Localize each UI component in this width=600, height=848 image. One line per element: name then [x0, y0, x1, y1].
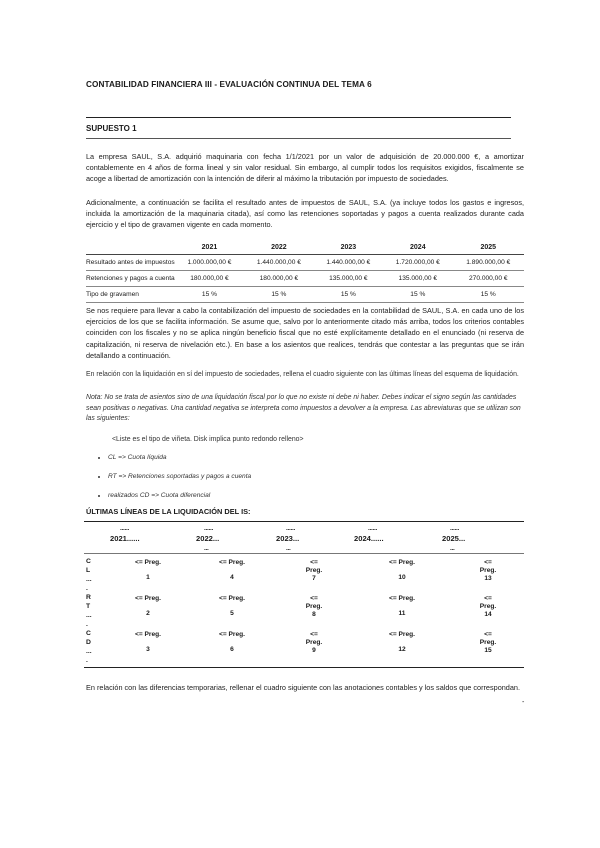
- dots: ......: [204, 525, 214, 532]
- dots: ......: [368, 525, 378, 532]
- table-cell: 135.000,00 €: [314, 271, 383, 287]
- table-row: [86, 255, 524, 271]
- dots: ......: [120, 525, 130, 532]
- table-border: [84, 521, 524, 522]
- instructions-paragraph: Se nos requiere para llevar a cabo la contabilización del impuesto de sociedades en la contabilidad de SAUL, S.A. en cada uno de los ejercicios de los que se facilita información. Se asume que, salvo por lo anteriormente citado más arriba, todos los criterios contables coinciden con los fiscales y no se aplica ningún beneficio fiscal que no esté explícitamente detallado en el enunciado (ni reserva de capitalización, ni reserva de nivelación etc.). En base a los asientos que realices, tendrás que contestar a las preguntas que se irán detallando a continuación.: [86, 306, 524, 360]
- divider: [86, 138, 511, 139]
- dots: ...: [450, 545, 455, 552]
- year-header: 2025: [453, 241, 524, 255]
- table-cell: 15 %: [453, 287, 524, 303]
- intro-paragraph-1: La empresa SAUL, S.A. adquirió maquinaria con fecha 1/1/2021 por un valor de adquisición de 20.000.000 €, a amortizar contablemente en 4 años de forma lineal y sin valor residual. Sin embargo, al cumplir todos los requisitos exigidos, fiscalmente se acoge a libertad de amortización con la intención de diferir al máximo la tributación por impuesto de sociedades.: [86, 152, 524, 184]
- table-cell: 135.000,00 €: [383, 271, 452, 287]
- note-text: Nota: No se trata de asientos sino de una liquidación fiscal por lo que no existe ni debe ni haber. Debes indicar el signo según las cantidades sean positivas o negativas. Una cantidad negativa se interpreta como impuestos a devolver a la empresa. Las abreviaturas que se utilizan son las siguientes:: [86, 394, 521, 423]
- row-label: Retenciones y pagos a cuenta: [86, 271, 175, 287]
- answer-cell[interactable]: <= Preg. 13: [479, 559, 497, 582]
- year-header: 2023...: [276, 534, 300, 543]
- list-item: • realizados CD => Cuota diferencial: [108, 486, 251, 505]
- table-border: [84, 553, 524, 554]
- answer-cell[interactable]: <= Preg. 1: [134, 559, 162, 581]
- aside-text: <Liste es el tipo de viñeta. Disk implica punto redondo relleno>: [112, 436, 304, 443]
- list-item: • RT => Retenciones soportadas y pagos a cuenta: [108, 467, 251, 486]
- table-cell: 1.440.000,00 €: [244, 255, 313, 271]
- answer-cell[interactable]: <= Preg. 10: [388, 559, 416, 581]
- answer-cell[interactable]: <= Preg. 12: [388, 631, 416, 653]
- dots: ......: [286, 525, 296, 532]
- question-text: En relación con la liquidación en sí del impuesto de sociedades, rellena el cuadro siguiente con las últimas líneas del esquema de liquidación.: [86, 371, 519, 378]
- answer-cell[interactable]: <= Preg. 9: [305, 631, 323, 654]
- data-table: [86, 241, 524, 303]
- answer-cell[interactable]: <= Preg. 14: [479, 595, 497, 618]
- answer-cell[interactable]: <= Preg. 3: [134, 631, 162, 653]
- liquidation-table: [84, 521, 524, 668]
- row-label: Tipo de gravamen: [86, 287, 175, 303]
- document-title: CONTABILIDAD FINANCIERA III - EVALUACIÓN CONTINUA DEL TEMA 6: [86, 80, 372, 89]
- dots: ...: [286, 545, 291, 552]
- year-header: 2022...: [196, 534, 220, 543]
- table-cell: 15 %: [314, 287, 383, 303]
- row-label: Resultado antes de impuestos: [86, 255, 175, 271]
- table-cell: 15 %: [175, 287, 244, 303]
- liquidation-table-title: ÚLTIMAS LÍNEAS DE LA LIQUIDACIÓN DEL IS:: [86, 507, 251, 516]
- section-title: SUPUESTO 1: [86, 124, 137, 133]
- table-cell: 15 %: [383, 287, 452, 303]
- table-cell: 1.440.000,00 €: [314, 255, 383, 271]
- table-cell: 270.000,00 €: [453, 271, 524, 287]
- answer-cell[interactable]: <= Preg. 7: [305, 559, 323, 582]
- table-header-row: [86, 241, 524, 255]
- answer-cell[interactable]: <= Preg. 15: [479, 631, 497, 654]
- answer-cell[interactable]: <= Preg. 11: [388, 595, 416, 617]
- row-label: R T ... .: [86, 594, 92, 628]
- table-cell: 180.000,00 €: [244, 271, 313, 287]
- table-cell: 1.890.000,00 €: [453, 255, 524, 271]
- dots: ......: [450, 525, 460, 532]
- answer-cell[interactable]: <= Preg. 2: [134, 595, 162, 617]
- year-header: 2021: [175, 241, 244, 255]
- year-header: 2025...: [442, 534, 466, 543]
- answer-cell[interactable]: <= Preg. 5: [218, 595, 246, 617]
- table-row: [86, 287, 524, 303]
- divider: [86, 117, 511, 118]
- answer-cell[interactable]: <= Preg. 4: [218, 559, 246, 581]
- table-cell: 1.720.000,00 €: [383, 255, 452, 271]
- answer-cell[interactable]: <= Preg. 6: [218, 631, 246, 653]
- table-row: [86, 271, 524, 287]
- answer-cell[interactable]: <= Preg. 8: [305, 595, 323, 618]
- row-label: C D ... .: [86, 630, 92, 664]
- year-header: 2023: [314, 241, 383, 255]
- year-header: 2021......: [110, 534, 140, 543]
- year-header: 2024......: [354, 534, 384, 543]
- dots: ...: [204, 545, 209, 552]
- list-item: • CL => Cuota líquida: [108, 448, 251, 467]
- row-label: C L ... .: [86, 558, 92, 592]
- table-cell: 15 %: [244, 287, 313, 303]
- table-cell: 1.000.000,00 €: [175, 255, 244, 271]
- table-border: [84, 667, 524, 668]
- page-mark: -: [522, 699, 525, 706]
- question-text: En relación con las diferencias temporarias, rellenar el cuadro siguiente con las anotaciones contables y los saldos que correspondan.: [86, 683, 521, 692]
- abbreviation-list: [98, 448, 251, 505]
- table-cell: 180.000,00 €: [175, 271, 244, 287]
- year-header: 2022: [244, 241, 313, 255]
- year-header: 2024: [383, 241, 452, 255]
- intro-paragraph-2: Adicionalmente, a continuación se facilita el resultado antes de impuestos de SAUL, S.A. (ya incluye todos los gastos e ingresos, incluida la amortización de la maquinaria citada), así como las retenciones soportadas y pagos a cuenta realizados durante cada ejercicio y el tipo de gravamen vigente en cada momento.: [86, 198, 524, 230]
